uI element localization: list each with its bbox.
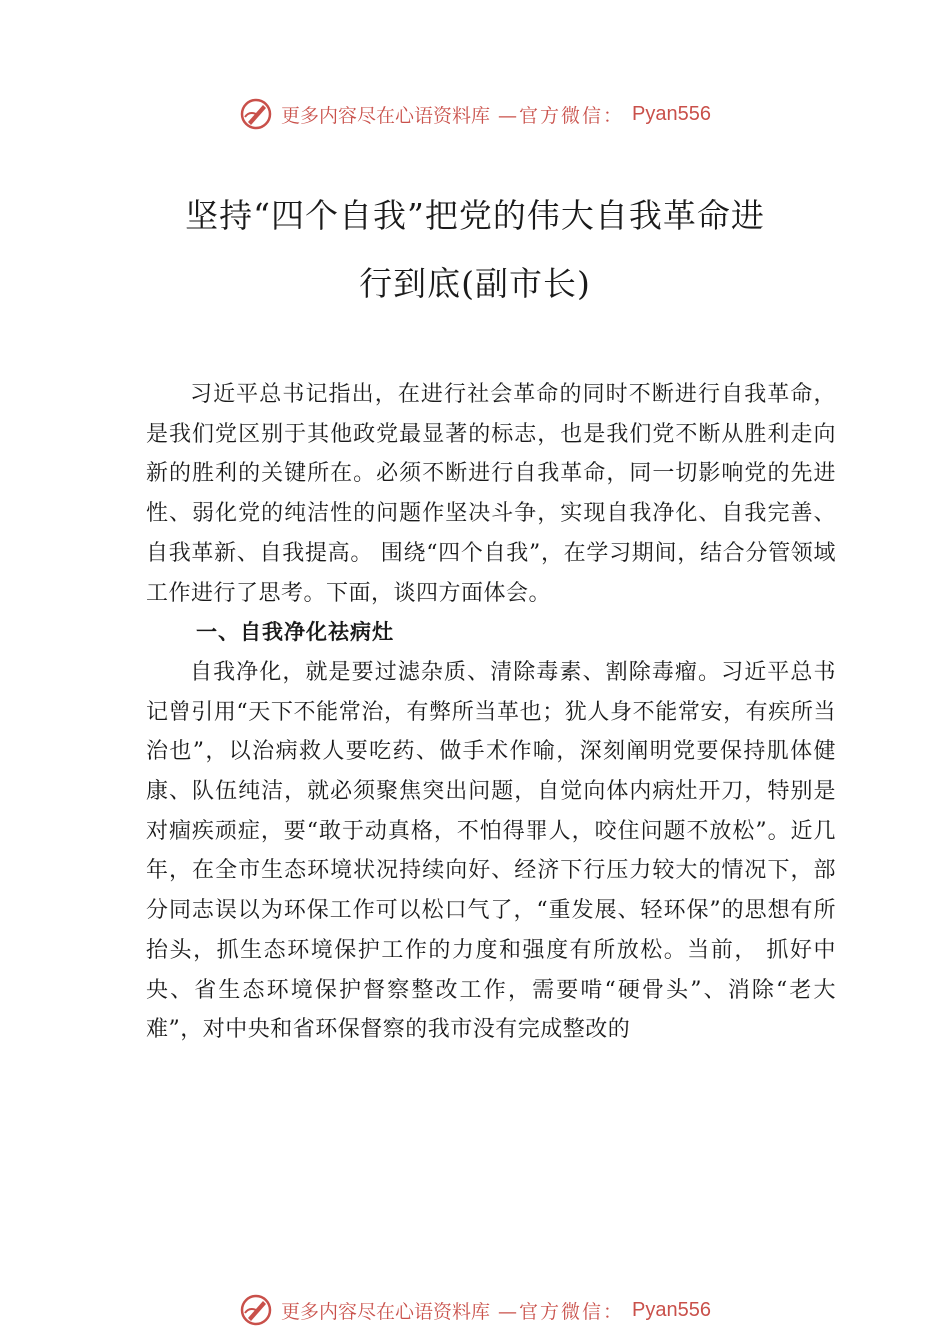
- watermark-wechat-label: —官方微信：: [498, 1300, 625, 1323]
- watermark-wechat-id: Pyan556: [632, 102, 711, 125]
- document-body: [146, 375, 836, 1050]
- pen-logo-icon: [239, 1293, 273, 1327]
- watermark-wechat-id: Pyan556: [632, 1298, 711, 1321]
- document-title-line-1: 坚持“四个自我”把党的伟大自我革命进: [185, 196, 765, 235]
- intro-paragraph: 习近平总书记指出，在进行社会革命的同时不断进行自我革命，是我们党区别于其他政党最显著的标志，也是我们党不断从胜利走向新的胜利的关键所在。必须不断进行自我革命，同一切影响党的先进性、弱化党的纯洁性的问题作坚决斗争，实现自我净化、自我完善、自我革新、自我提高。 围绕“四个自我”，在学习期间，结合分管领域工作进行了思考。下面，谈四方面体会。: [146, 382, 836, 606]
- watermark-text: 更多内容尽在心语资料库: [281, 1300, 491, 1323]
- pen-logo-icon: [239, 97, 273, 131]
- watermark-header: [0, 94, 950, 134]
- watermark-wechat-label: —官方微信：: [498, 104, 625, 127]
- document-title-line-2: 行到底(副市长): [359, 264, 591, 303]
- watermark-footer: [0, 1290, 950, 1330]
- watermark-text: 更多内容尽在心语资料库: [281, 104, 491, 127]
- section-1-paragraph: 自我净化，就是要过滤杂质、清除毒素、割除毒瘤。习近平总书记曾引用“天下不能常治，有弊所当革也；犹人身不能常安，有疾所当治也”，以治病救人要吃药、做手术作喻，深刻阐明党要保持肌体健康、队伍纯洁，就必须聚焦突出问题，自觉向体内病灶开刀，特别是对痼疾顽症，要“敢于动真格，不怕得罪人，咬住问题不放松”。近几年，在全市生态环境状况持续向好、经济下行压力较大的情况下，部分同志误以为环保工作可以松口气了，“重发展、轻环保”的思想有所抬头，抓生态环境保护工作的力度和强度有所放松。当前， 抓好中央、省生态环境保护督察整改工作，需要啃“硬骨头”、消除“老大难”，对中央和省环保督察的我市没有完成整改的: [146, 659, 836, 1043]
- section-1-heading: 一、自我净化祛病灶: [196, 620, 394, 645]
